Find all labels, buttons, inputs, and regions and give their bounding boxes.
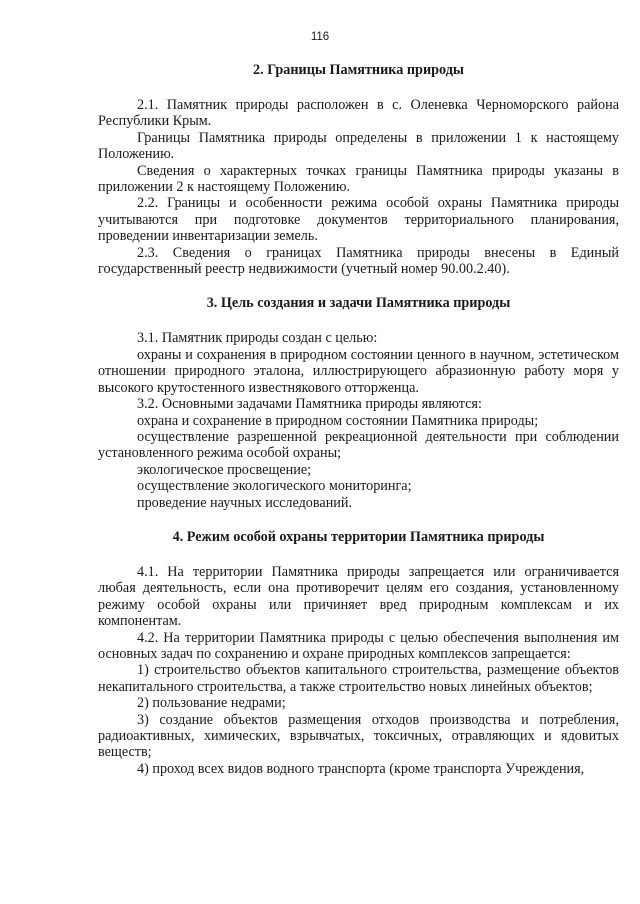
paragraph: 2.1. Памятник природы расположен в с. Оленевка Черноморского района Республики Крым.: [98, 97, 619, 130]
paragraph: 3.2. Основными задачами Памятника природы являются:: [137, 396, 482, 413]
paragraph: проведение научных исследований.: [137, 494, 353, 511]
paragraph: 2.3. Сведения о границах Памятника природы внесены в Единый государственный реестр недвижимости (учетный номер 90.00.2.40).: [98, 244, 619, 278]
paragraph: 2.2. Границы и особенности режима особой охраны Памятника природы учитываются при подготовке документов территориального планирования, проведении инвентаризации земель.: [98, 195, 619, 245]
paragraph: 1) строительство объектов капитального строительства, размещение объектов некапитального строительства, а также строительство новых линейных объектов;: [98, 662, 619, 695]
section-heading-2: 2. Границы Памятника природы: [253, 62, 464, 78]
paragraph: экологическое просвещение;: [137, 461, 312, 478]
paragraph: осуществление экологического мониторинга;: [137, 478, 412, 495]
paragraph: 4) проход всех видов водного транспорта (кроме транспорта Учреждения,: [137, 760, 585, 777]
paragraph: 3.1. Памятник природы создан с целью:: [137, 330, 378, 347]
paragraph: 4.2. На территории Памятника природы с целью обеспечения выполнения им основных задач по сохранению и охране природных комплексов запрещается:: [98, 629, 619, 662]
paragraph: охраны и сохранения в природном состоянии ценного в научном, эстетическом отношении природного эталона, иллюстрирующего абразионную работу моря у высокого крутостенного известнякового отторженца.: [98, 346, 619, 396]
paragraph: Сведения о характерных точках границы Памятника природы указаны в приложении 2 к настоящему Положению.: [98, 162, 619, 196]
paragraph: охрана и сохранение в природном состоянии Памятника природы;: [137, 412, 539, 429]
paragraph: Границы Памятника природы определены в приложении 1 к настоящему Положению.: [98, 129, 619, 163]
paragraph: осуществление разрешенной рекреационной деятельности при соблюдении установленного режима особой охраны;: [98, 428, 619, 462]
paragraph: 4.1. На территории Памятника природы запрещается или ограничивается любая деятельность, если она противоречит целям его создания, установленному режиму особой охраны или причиняет вред природным комплексам и их компонентам.: [98, 563, 619, 630]
section-heading-3: 3. Цель создания и задачи Памятника природы: [206, 295, 511, 312]
paragraph: 2) пользование недрами;: [137, 695, 286, 712]
document-body: [98, 62, 619, 777]
section-heading-4: 4. Режим особой охраны территории Памятника природы: [172, 528, 545, 545]
page-number: 116: [310, 31, 330, 43]
paragraph: 3) создание объектов размещения отходов производства и потребления, радиоактивных, химических, взрывчатых, токсичных, отравляющих и ядовитых веществ;: [98, 711, 619, 761]
